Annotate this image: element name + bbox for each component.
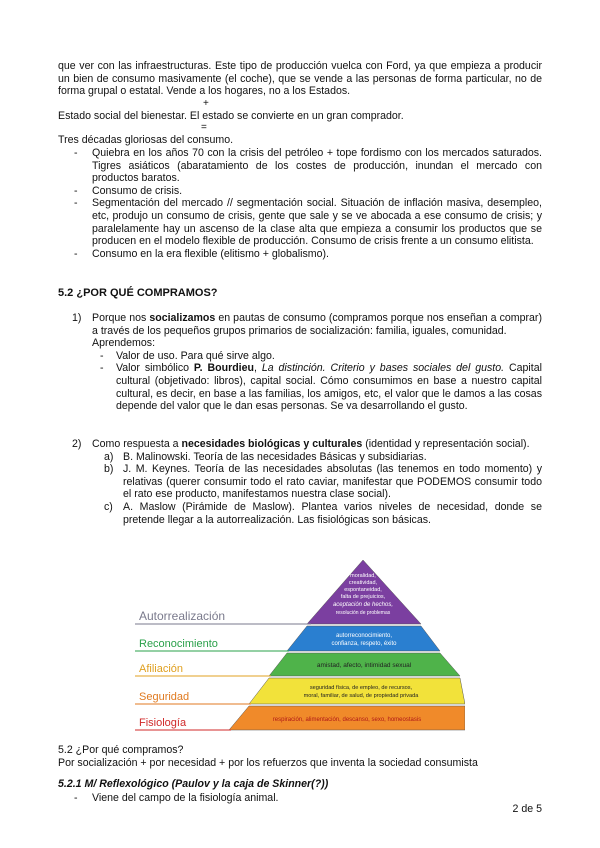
list-item: - Consumo en la era flexible (elitismo + globalismo).	[70, 248, 542, 261]
pyramid-label: Seguridad	[139, 691, 190, 703]
item-marker: 1)	[72, 312, 82, 324]
plus-sign: +	[203, 98, 209, 109]
list-item: - Viene del campo de la fisiología animal.	[70, 792, 542, 805]
aprendemos-label: Aprendemos:	[92, 337, 156, 350]
pyramid-label: Fisiología	[139, 717, 187, 729]
subsection-bullet-list	[70, 792, 542, 805]
sub-item-a: a) B. Malinowski. Teoría de las necesidades Básicas y subsidiarias.	[104, 450, 427, 463]
svg-text:moralidad,: moralidad,	[350, 573, 376, 579]
pyramid-label: Autorrealización	[139, 609, 226, 623]
svg-text:autorreconocimiento,: autorreconocimiento,	[335, 633, 393, 639]
pyramid-label: Reconocimiento	[139, 638, 218, 650]
subsection-heading: 5.2.1 M/ Reflexológico (Paulov y la caja de Skinner(?))	[58, 778, 329, 790]
intro-bullet-list	[70, 147, 542, 260]
list-item: - Quiebra en los años 70 con la crisis del petróleo + tope fordismo con los mercados saturados. Tigres asiáticos (abaratamiento de los costes de producción, inundan el mercado con productos baratos.	[70, 147, 542, 185]
pyramid-level-seguridad	[249, 678, 465, 704]
svg-text:seguridad física, de empleo, d: seguridad física, de empleo, de recursos,	[309, 685, 413, 691]
sub-item-c: c) A. Maslow (Pirámide de Maslow). Plantea varios niveles de necesidad, donde se pretende llegar a la autorrealización. Las fisiológicas son básicas.	[104, 500, 542, 526]
page-number: 2 de 5	[512, 803, 542, 815]
svg-text:respiración, alimentación, des: respiración, alimentación, descanso, sexo, homeostasis	[272, 717, 422, 723]
maslow-pyramid	[135, 548, 465, 740]
summary-text: Por socialización + por necesidad + por los refuerzos que inventa la sociedad consumista	[58, 757, 478, 769]
numbered-item-2: 2) Como respuesta a necesidades biológicas y culturales (identidad y representación social). a) B. Malinowski. Teoría de las necesidades Básicas y subsidiarias. b) J. M. Keynes. Teoría de las necesidades absolutas (las tenemos en todo momento) y relativas (querer consumir todo el rato caviar, manifestar que PODEMOS consumir todo el rato ese producto, manifestamos nuestra clase social). c) A. Maslow (Pirámide de Maslow). Plantea varios niveles de necesidad, donde se pretende llegar a la autorrealización. Las fisiológicas son básicas.	[58, 438, 542, 526]
sub-item-b: b) J. M. Keynes. Teoría de las necesidades absolutas (las tenemos en todo momento) y relativas (querer consumir todo el rato caviar, manifestar que PODEMOS consumir todo el rato ese producto, manifestamos nuestra clase social).	[104, 463, 542, 501]
estado-social-line: Estado social del bienestar. El estado se convierte en un gran comprador.	[58, 110, 404, 122]
svg-text:falta de prejuicios,: falta de prejuicios,	[340, 594, 386, 600]
svg-text:creatividad,: creatividad,	[348, 580, 378, 586]
svg-text:aceptación de hechos,: aceptación de hechos,	[332, 602, 394, 608]
tres-decadas-line: Tres décadas gloriosas del consumo.	[58, 134, 234, 146]
svg-text:amistad, afecto, intimidad sex: amistad, afecto, intimidad sexual	[316, 662, 412, 669]
svg-text:resolución de problemas: resolución de problemas	[335, 610, 391, 616]
sub-item-valor-uso: - Valor de uso. Para qué sirve algo.	[100, 349, 275, 362]
intro-paragraph: que ver con las infraestructuras. Este tipo de producción vuelca con Ford, ya que empieza a producir un bien de consumo masivamente (el coche), que se vende a las personas de forma particular, no de forma grupal o estatal. Vende a los hogares, no a los Estados.	[58, 60, 542, 98]
numbered-item-1: 1) Porque nos socializamos en pautas de consumo (compramos porque nos enseñan a comprar) a través de los pequeños grupos primarios de socialización: familia, iguales, comunidad. Aprendemos: - Valor de uso. Para qué sirve algo. - Valor simbólico P. Bourdieu, La distinción. Criterio y bases sociales del gusto. Capital cultural (objetivado: libros), capital social. Cómo consumimos en base a nuestro capital cultural, es decir, en base a las familias, los amigos, etc, el valor que le damos a las cosas depende del valor que le dan esas personas. Se va desarrollando el gusto.	[58, 312, 542, 413]
section-heading: 5.2 ¿POR QUÉ COMPRAMOS?	[58, 287, 218, 299]
svg-text:espontaneidad,: espontaneidad,	[344, 587, 382, 593]
item-marker: 2)	[72, 438, 82, 450]
sub-item-valor-simbolico: - Valor simbólico P. Bourdieu, La distinción. Criterio y bases sociales del gusto. Capital cultural (objetivado: libros), capital social. Cómo consumimos en base a nuestro capital cultural, es decir, en base a las familias, los amigos, etc, el valor que le damos a las cosas depende del valor que le dan esas personas. Se va desarrollando el gusto.	[100, 362, 542, 413]
svg-text:moral, familiar, de salud, de: moral, familiar, de salud, de propiedad privada	[303, 693, 419, 699]
pyramid-label: Afiliación	[139, 663, 184, 675]
equals-sign: =	[201, 122, 207, 133]
list-item: - Segmentación del mercado // segmentación social. Situación de inflación masiva, desempleo, etc, produjo un consumo de crisis, gente que sale y se ve abocada a ese consumo de crisis; y paralelamente hay un ascenso de la clase alta que empieza a consumir los productos que se producen en el modelo flexible de producción. Consumo de crisis frente a un consumo elitista.	[70, 197, 542, 247]
summary-title: 5.2 ¿Por qué compramos?	[58, 744, 184, 756]
svg-text:confianza, respeto, éxito: confianza, respeto, éxito	[331, 641, 397, 647]
list-item: - Consumo de crisis.	[70, 185, 542, 198]
